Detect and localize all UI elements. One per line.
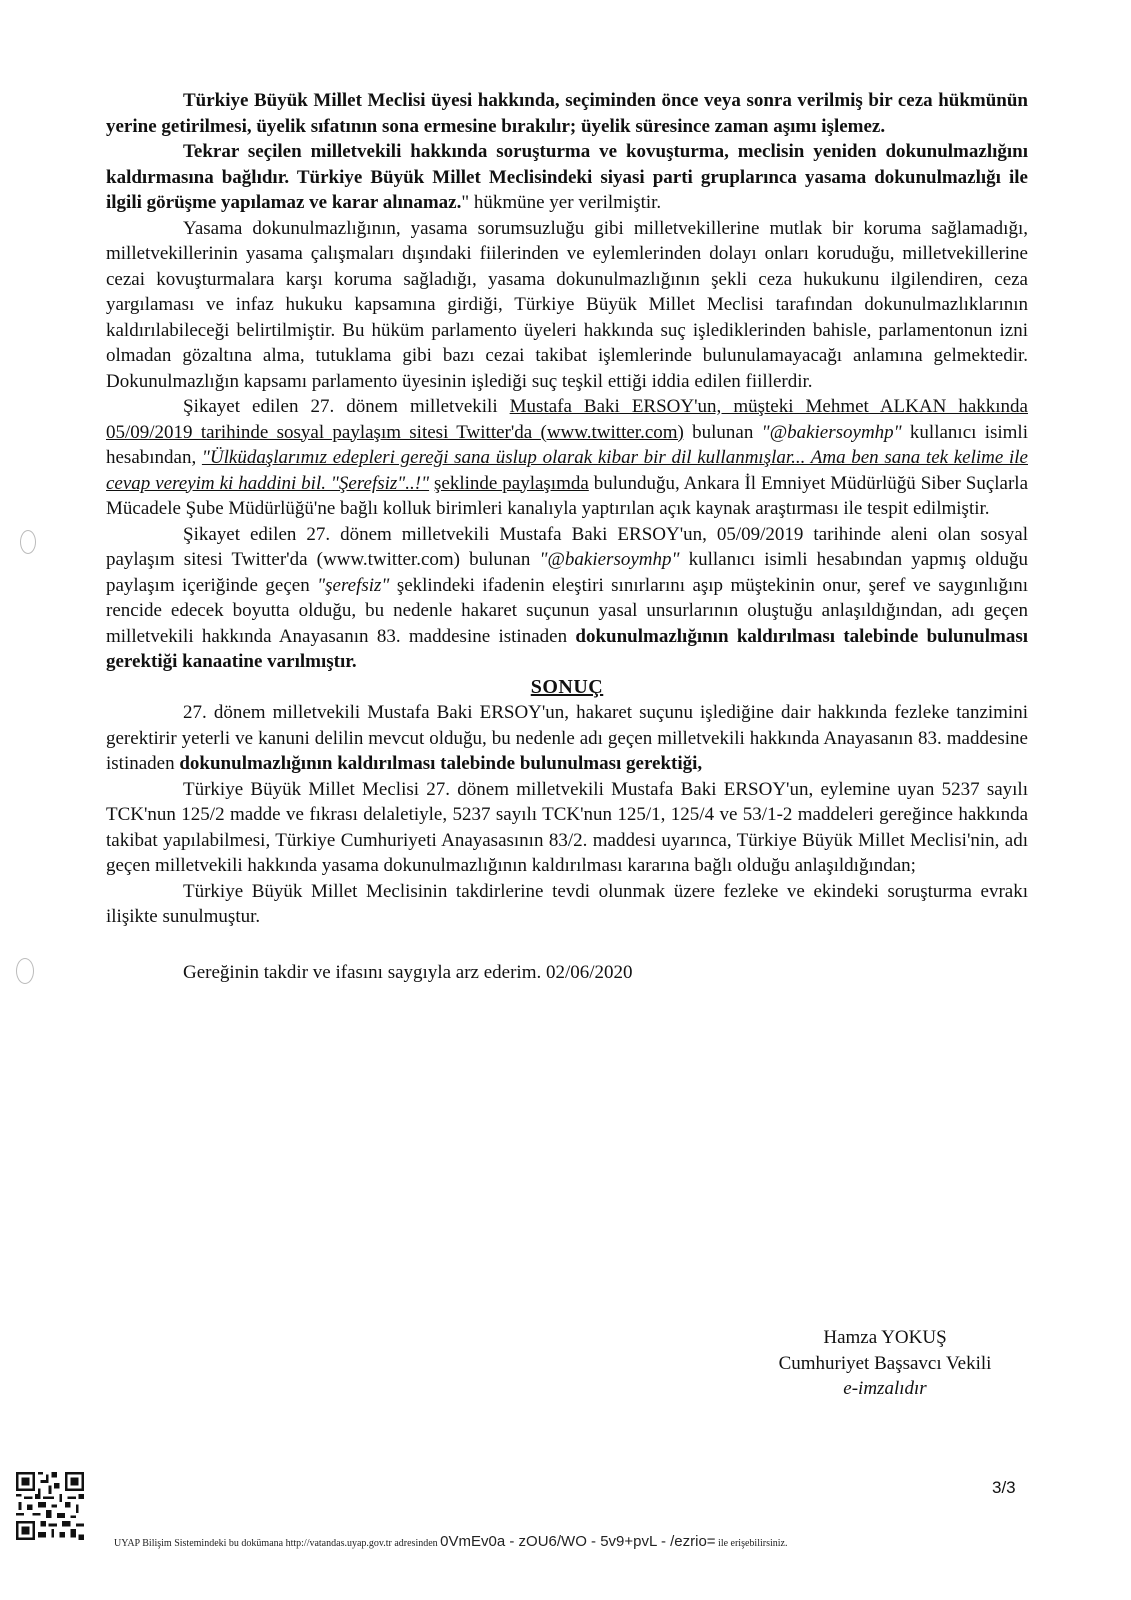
signer-title: Cumhuriyet Başsavcı Vekili [778, 1352, 992, 1374]
footer-verification [114, 1533, 1004, 1550]
paragraph-8: Türkiye Büyük Millet Meclisinin takdirlerine tevdi olunmak üzere fezleke ve ekindeki soruşturma evrakı ilişikte sunulmuştur. [106, 880, 1028, 927]
p5-handle: "@bakiersoymhp" [539, 549, 680, 570]
footer-prefix: UYAP Bilişim Sistemindeki bu dokümana http://vatandas.uyap.gov.tr adresinden [114, 1538, 438, 1549]
p4-handle: "@bakiersoymhp" [761, 421, 902, 443]
paragraph-4 [106, 394, 1028, 522]
qr-code-icon [16, 1472, 84, 1540]
document-body [106, 88, 1028, 985]
p5-text: kullanıcı isimli hesabından yapmış olduğu paylaşım içeriğinde geçen [106, 549, 1029, 596]
p5-quote: "şerefsiz" [317, 574, 390, 596]
paragraph-2-bold: Tekrar seçilen milletvekili hakkında soruşturma ve kovuşturma, meclisin yeniden dokunulmazlığını kaldırmasına bağlıdır. Türkiye Büyük Millet Meclisindeki siyasi parti gruplarınca yasama dokunulmazlığı ile ilgili görüşme yapılamaz ve karar alınamaz. [106, 141, 1028, 213]
paragraph-2 [106, 139, 1028, 216]
p4-underlined-text: şeklinde paylaşımda [434, 472, 589, 494]
p6-text: 27. dönem milletvekili Mustafa Baki ERSOY'un, hakaret suçunu işlediğine dair hakkında fezleke tanzimini gerektirir yeterli ve kanuni delilin mevcut olduğu, bu nedenle adı geçen milletvekili hakkında Anayasanın 83. maddesine istinaden [106, 702, 1028, 774]
closing-line: Gereğinin takdir ve ifasını saygıyla arz ederim. 02/06/2020 [183, 961, 633, 983]
footer-suffix: ile erişebilirsiniz. [718, 1538, 788, 1549]
p4-text: bulunduğu, Ankara İl Emniyet Müdürlüğü Siber Suçlarla Mücadele Şube Müdürlüğü'ne bağlı kolluk birimleri kanalıyla yaptırılan açık kaynak araştırması ile tespit edilmiştir. [106, 472, 1029, 519]
p5-text: Şikayet edilen 27. dönem milletvekili Mustafa Baki ERSOY'un, 05/09/2019 tarihinde aleni olan sosyal paylaşım sitesi Twitter'da (www.twitter.com) bulunan [106, 523, 1028, 570]
scan-hole-mark [16, 958, 34, 984]
page-number: 3/3 [992, 1478, 1016, 1497]
paragraph-7: Türkiye Büyük Millet Meclisi 27. dönem milletvekili Mustafa Baki ERSOY'un, eylemine uyan 5237 sayılı TCK'nun 125/2 madde ve fıkrası delaletiyle, 5237 sayılı TCK'nun 125/1, 125/4 ve 53/1-2 maddeleri gereğince hakkında takibat yapılabilmesi, Türkiye Cumhuriyeti Anayasasının 83/2. maddesi uyarınca, Türkiye Büyük Millet Meclisi'nin, adı geçen milletvekili hakkında yasama dokunulmazlığının kaldırılması kararına bağlı olduğu anlaşıldığından; [106, 778, 1028, 876]
footer-verification-code: 0VmEv0a - zOU6/WO - 5v9+pvL - /ezrio= [440, 1533, 716, 1550]
paragraph-1: Türkiye Büyük Millet Meclisi üyesi hakkında, seçiminden önce veya sonra verilmiş bir ceza hükmünün yerine getirilmesi, üyelik sıfatının sona ermesine bırakılır; üyelik süresince zaman aşımı işlemez. [106, 90, 1028, 137]
paragraph-3: Yasama dokunulmazlığının, yasama sorumsuzluğu gibi milletvekillerine mutlak bir koruma sağlamadığı, milletvekillerinin yasama çalışmaları dışındaki fiilerinden ve eylemlerinden dolayı onları koruduğu, milletvekillerine cezai kovuşturmalara karşı koruma sağladığı, yasama dokunulmazlığının şekli ceza hukukunu ilgilendiren, ceza yargılaması ve infaz hukuku kapsamına girdiği, Türkiye Büyük Millet Meclisi tarafından dokunulmazlıklarının kaldırılabileceği belirtilmiştir. Bu hüküm parlamento üyeleri hakkında suç işlediklerinden bahisle, parlamentonun izni olmadan gözaltına alma, tutuklama gibi bazı cezai takibat işlemlerinde bulunulamayacağı anlamına gelmektedir. Dokunulmazlığın kapsamı parlamento üyesinin işlediği suç teşkil ettiği iddia edilen fiillerdir. [106, 217, 1028, 392]
signer-name: Hamza YOKUŞ [823, 1327, 947, 1348]
scan-hole-mark [20, 530, 36, 554]
paragraph-5 [106, 522, 1028, 675]
p5-text: şeklindeki ifadenin eleştiri sınırlarını aşıp müştekinin onur, şeref ve saygınlığını rencide edecek boyutta olduğu, bu nedenle hakaret suçunun yasal unsurlarının oluştuğu anlaşıldığından, adı geçen milletvekili hakkında Anayasanın 83. maddesine istinaden [106, 574, 1029, 647]
p6-bold-text: dokunulmazlığının kaldırılması talebinde bulunulması gerektiği, [179, 753, 703, 774]
paragraph-2-end: " hükmüne yer verilmiştir. [461, 192, 662, 213]
p4-underlined-text: Mustafa Baki ERSOY'un, müşteki Mehmet ALKAN hakkında 05/09/2019 tarihinde sosyal paylaşım sitesi Twitter'da (www.twitter.com) [106, 396, 1028, 443]
p4-quote: "Ülküdaşlarımız edepleri gereği sana üslup olarak kibar bir dil kullanmışlar... Ama ben sana tek kelime ile cevap vereyim ki haddini bil. "Şerefsiz"..!" [106, 447, 1028, 494]
e-signature-note: e-imzalıdır [843, 1378, 927, 1399]
p4-text: kullanıcı isimli hesabından, [106, 421, 1028, 468]
p5-bold-text: dokunulmazlığının kaldırılması talebinde bulunulması gerektiği kanaatine varılmıştır. [106, 625, 1028, 672]
section-heading-sonuc: SONUÇ [530, 675, 604, 698]
signature-block [755, 1325, 1015, 1402]
p4-text: bulunan [683, 421, 762, 443]
p4-text: Şikayet edilen 27. dönem milletvekili [183, 396, 510, 417]
paragraph-6 [106, 700, 1028, 777]
